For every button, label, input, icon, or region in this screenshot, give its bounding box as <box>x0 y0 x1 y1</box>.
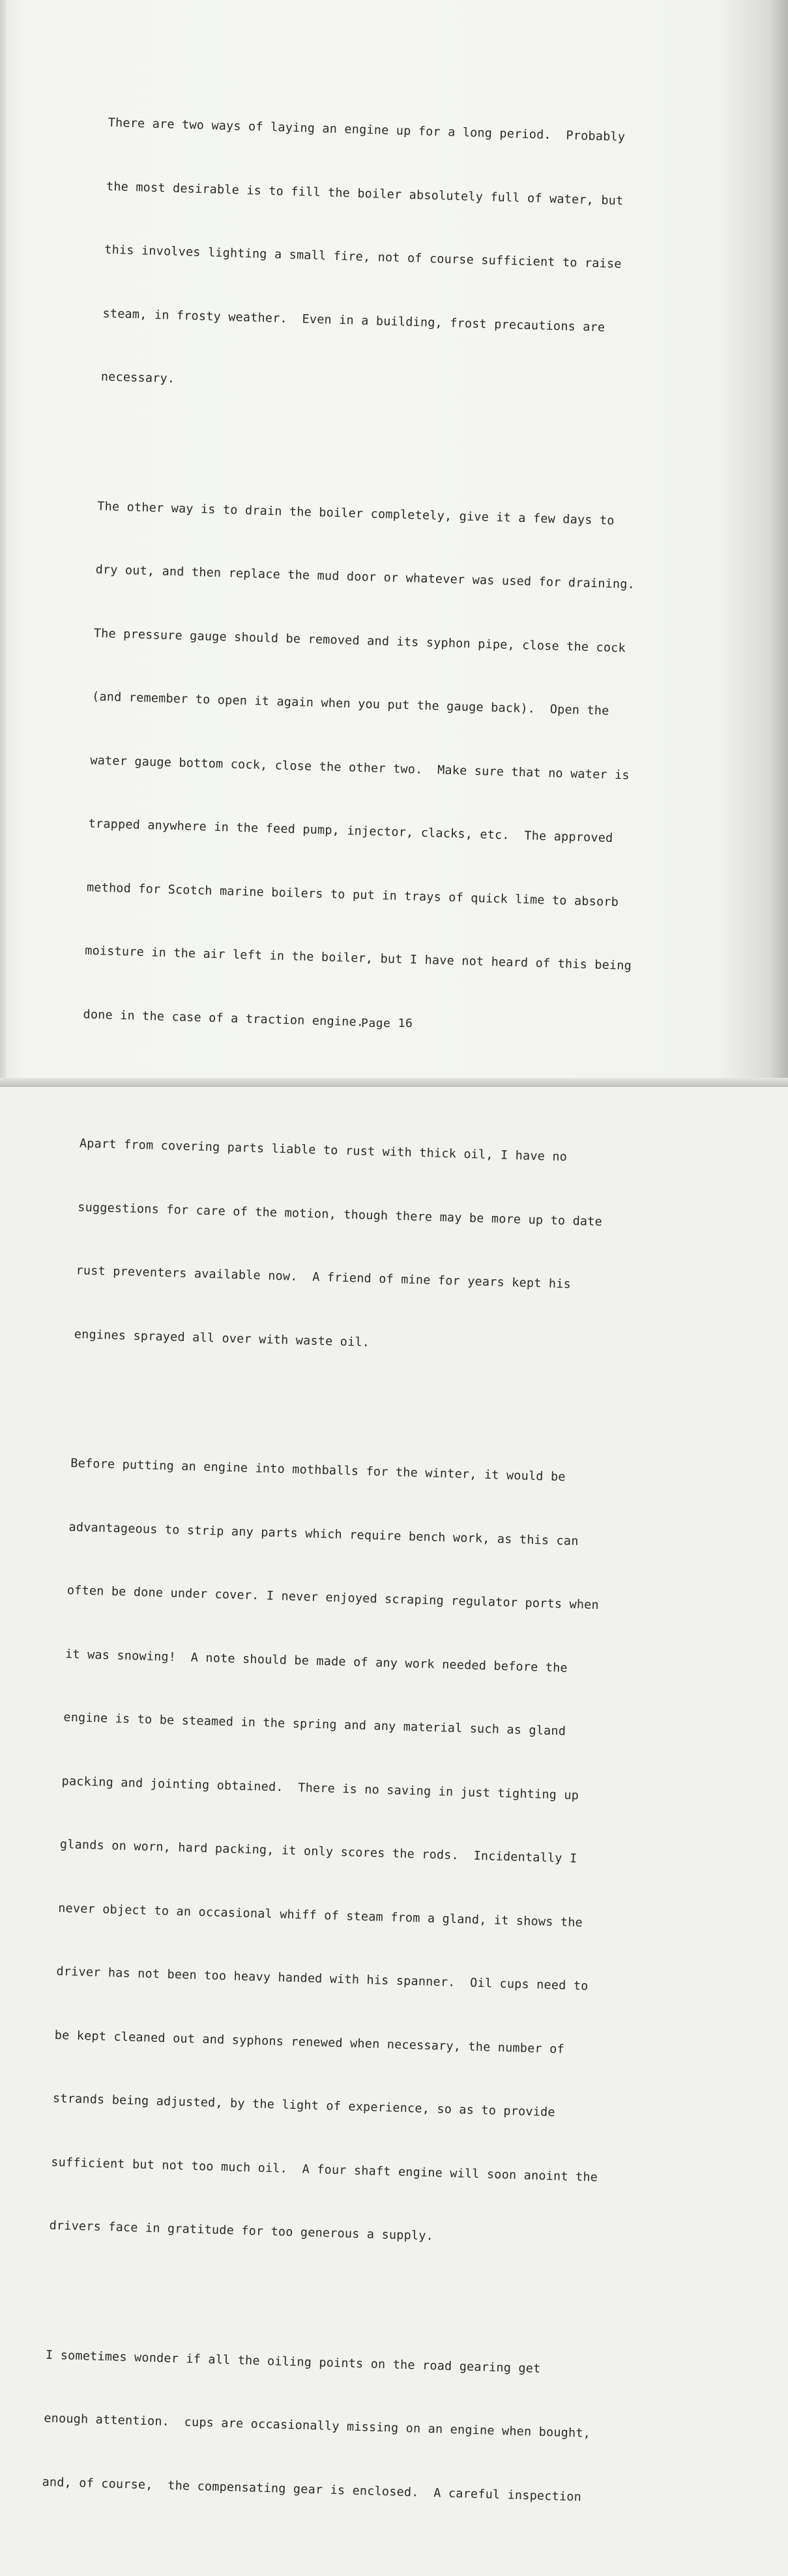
paragraph-laying-up <box>100 70 722 448</box>
text-line: engine is to be steamed in the spring and any material such as gland <box>63 1711 566 1739</box>
text-line: engines sprayed all over with waste oil. <box>74 1327 370 1350</box>
text-line: strands being adjusted, by the light of experience, so as to provide <box>52 2091 556 2120</box>
text-line: driver has not been too heavy handed with his spanner. Oil cups need to <box>56 1964 589 1993</box>
text-line: advantageous to strip any parts which require bench work, as this can <box>68 1520 579 1548</box>
text-line: dry out, and then replace the mud door or whatever was used for draining. <box>95 562 635 592</box>
body-text <box>40 70 722 2576</box>
text-line: enough attention. cups are occasionally missing on an engine when bought, <box>44 2411 591 2441</box>
page-number: Page 16 <box>361 1017 413 1030</box>
text-line: There are two ways of laying an engine up for a long period. Probably <box>108 115 626 145</box>
text-line: and, of course, the compensating gear is enclosed. A careful inspection <box>42 2475 582 2504</box>
text-line: never object to an occasional whiff of steam from a gland, it shows the <box>57 1901 583 1930</box>
text-line: drivers face in gratitude for too generous a supply. <box>49 2218 434 2244</box>
text-line: Before putting an engine into mothballs for the winter, it would be <box>70 1456 566 1484</box>
paragraph-rust <box>73 1091 693 1404</box>
text-line: rust preventers available now. A friend of mine for years kept his <box>76 1264 572 1292</box>
text-line: water gauge bottom cock, close the other two. Make sure that no water is <box>90 753 630 783</box>
text-line: suggestions for care of the motion, though there may be more up to date <box>77 1200 603 1229</box>
text-line: The pressure gauge should be removed and its syphon pipe, close the cock <box>93 626 626 655</box>
text-line: method for Scotch marine boilers to put in trays of quick lime to absorb <box>86 880 619 909</box>
text-line: I sometimes wonder if all the oiling points on the road gearing get <box>45 2348 541 2376</box>
text-line: glands on worn, hard packing, it only scores the rods. Incidentally I <box>59 1837 577 1866</box>
text-line: steam, in frosty weather. Even in a building, frost precautions are <box>102 306 606 334</box>
text-line: the most desirable is to fill the boiler absolutely full of water, but <box>106 179 624 208</box>
text-line: trapped anywhere in the feed pump, injector, clacks, etc. The approved <box>88 817 613 846</box>
text-line: often be done under cover. I never enjoyed scraping regulator ports when <box>66 1584 600 1612</box>
text-line: Apart from covering parts liable to rust with thick oil, I have no <box>79 1136 568 1165</box>
text-line: be kept cleaned out and syphons renewed when necessary, the number of <box>54 2028 565 2057</box>
text-line: this involves lighting a small fire, not of course sufficient to raise <box>104 242 622 272</box>
text-line: moisture in the air left in the boiler, but I have not heard of this being <box>84 944 632 973</box>
text-line: necessary. <box>100 369 175 386</box>
paragraph-draining <box>81 454 711 1084</box>
paragraph-mothballs <box>48 1411 684 2296</box>
text-line: packing and jointing obtained. There is no saving in just tighting up <box>61 1774 579 1802</box>
text-line: done in the case of a traction engine. <box>83 1007 364 1029</box>
text-line: The other way is to drain the boiler completely, give it a few days to <box>97 499 615 528</box>
page-left-edge <box>0 0 7 1087</box>
text-line: (and remember to open it again when you put the gauge back). Open the <box>91 689 609 718</box>
paragraph-oiling-points <box>40 2302 660 2553</box>
text-line: sufficient but not too much oil. A four shaft engine will soon anoint the <box>51 2155 598 2184</box>
text-line: it was snowing! A note should be made of any work needed before the <box>65 1647 568 1675</box>
